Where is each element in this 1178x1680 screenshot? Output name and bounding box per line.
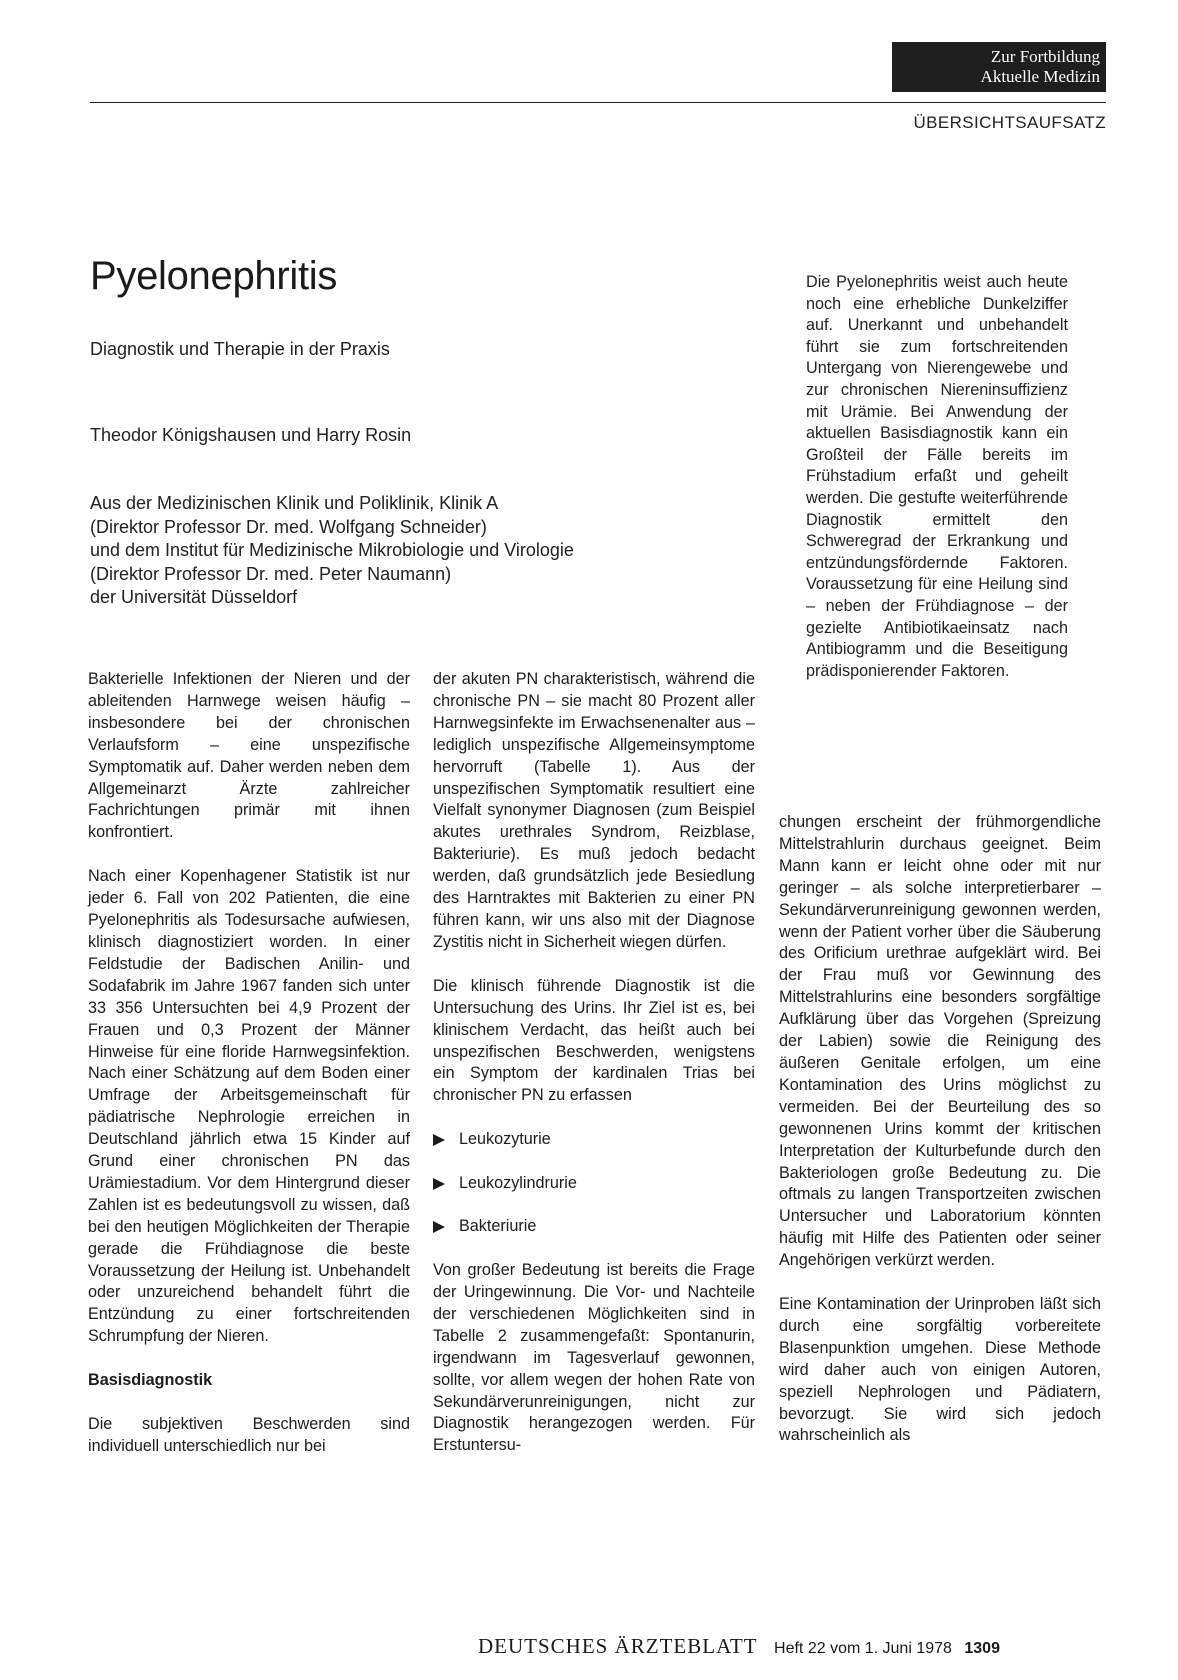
affiliation [90, 492, 730, 610]
list-item-label: Leukozylindrurie [459, 1173, 577, 1192]
abstract: Die Pyelonephritis weist auch heute noch eine erhebliche Dunkelziffer auf. Unerkannt und unbehandelt führt sie zum fortschreitenden Untergang von Nierengewebe und zur chronischen Niereninsuffizienz mit Urämie. Bei Anwendung der aktuellen Basisdiagnostik kann ein Großteil der Fälle bereits im Frühstadium erfaßt und geheilt werden. Die gestufte weiterführende Diagnostik ermittelt den Schweregrad der Erkrankung und entzündungsfördernde Faktoren. Voraussetzung für eine Heilung sind – neben der Frühdiagnose – der gezielte Antibiotikaeinsatz nach Antibiogramm und die Beseitigung prädisponierender Faktoren. [806, 273, 1068, 680]
journal-name: DEUTSCHES ÄRZTEBLATT [478, 1634, 758, 1658]
section-heading: Basisdiagnostik [88, 1371, 213, 1390]
symptom-list [433, 1129, 755, 1238]
category-line-1: Zur Fortbildung [990, 47, 1100, 66]
list-item-label: Bakteriurie [459, 1217, 537, 1236]
column-2 [433, 669, 755, 1457]
paragraph: chungen erscheint der frühmorgendliche Mittelstrahlurin durchaus geeignet. Beim Mann kann er leicht ohne oder mit nur geringer – als solche interpretierbarer – Sekundärverunreinigung gewonnen werden, wenn der Patient vorher über die Säuberung des Orificium urethrae aufgeklärt wird. Bei der Frau muß vor Gewinnung des Mittelstrahlurins eine besonders sorgfältige Aufklärung über das Vorgehen (Spreizung der Labien) sowie die Reinigung des äußeren Genitale erfolgen, um eine Kontamination des Urins möglichst zu vermeiden. Bei der Beurteilung des so gewonnenen Urins kommt der kritischen Interpretation der Kulturbefunde durch den Bakteriologen große Bedeutung zu. Die oftmals zu langen Transportzeiten zwischen Untersucher und Laboratorium könnten häufig mit Hilfe des Patienten oder seiner Angehörigen verkürzt werden. [779, 813, 1101, 1270]
page-footer [478, 1634, 1102, 1659]
list-item [433, 1173, 755, 1195]
article-title: Pyelonephritis [90, 254, 338, 298]
category-line-2: Aktuelle Medizin [980, 67, 1100, 86]
paragraph: Bakterielle Infektionen der Nieren und der ableitenden Harnwege weisen häufig – insbesondere bei der chronischen Verlaufsform – eine unspezifische Symptomatik auf. Daher werden neben dem Allgemeinarzt Ärzte zahlreicher Fachrichtungen primär mit ihnen konfrontiert. [88, 670, 410, 842]
paragraph: Nach einer Kopenhagener Statistik ist nur jeder 6. Fall von 202 Patienten, die eine Pyelonephritis als Todesursache aufwiesen, klinisch diagnostiziert worden. In einer Feldstudie der Badischen Anilin- und Sodafabrik im Jahre 1967 fanden sich unter 33 356 Untersuchten bei 4,9 Prozent der Frauen und 0,3 Prozent der Männer Hinweise für eine floride Harnwegsinfektion. Nach einer Schätzung auf dem Boden einer Umfrage der Arbeitsgemeinschaft für pädiatrische Nephrologie erreichen in Deutschland jährlich etwa 15 Kinder auf Grund einer chronischen PN das Urämiestadium. Vor dem Hintergrund dieser Zahlen ist es bedeutungsvoll zu wissen, daß bei den heutigen Möglichkeiten der Therapie gerade die Frühdiagnose die beste Voraussetzung der Heilung ist. Unbehandelt oder unzureichend behandelt führt die Entzündung zu einer fortschreitenden Schrumpfung der Nieren. [88, 867, 410, 1346]
affiliation-line: der Universität Düsseldorf [90, 587, 298, 607]
header-rule [90, 102, 1106, 103]
article-authors: Theodor Königshausen und Harry Rosin [90, 425, 412, 445]
column-3 [779, 812, 1101, 1447]
list-item [433, 1129, 755, 1151]
paragraph: Die klinisch führende Diagnostik ist die Untersuchung des Urins. Ihr Ziel ist es, bei klinischem Verdacht, das heißt auch bei unspezifischen Beschwerden, wenigstens ein Symptom der kardinalen Trias bei chronischer PN zu erfassen [433, 976, 755, 1105]
triangle-bullet-icon [433, 1178, 445, 1190]
paragraph: Von großer Bedeutung ist bereits die Frage der Uringewinnung. Die Vor- und Nachteile der verschiedenen Möglichkeiten sind in Tabelle 2 zusammengefaßt: Spontanurin, irgendwann im Tagesverlauf gewonnen, sollte, vor allem wegen der hohen Rate von Sekundärverunreinigungen, nicht zur Diagnostik herangezogen werden. Für Erstuntersu- [433, 1261, 755, 1455]
triangle-bullet-icon [433, 1134, 445, 1146]
page-number: 1309 [964, 1640, 1000, 1657]
article-type: ÜBERSICHTSAUFSATZ [913, 113, 1106, 132]
affiliation-line: Aus der Medizinischen Klinik und Poliklinik, Klinik A [90, 493, 499, 513]
triangle-bullet-icon [433, 1221, 445, 1233]
list-item [433, 1216, 755, 1238]
list-item-label: Leukozyturie [459, 1130, 551, 1149]
category-box [892, 42, 1106, 92]
paragraph: der akuten PN charakteristisch, während die chronische PN – sie macht 80 Prozent aller Harnwegsinfekte im Erwachsenenalter aus – lediglich unspezifische Allgemeinsymptome hervorruft (Tabelle 1). Aus der unspezifischen Symptomatik resultiert eine Vielfalt synonymer Diagnosen (zum Beispiel akutes urethrales Syndrom, Reizblase, Bakteriurie). Es muß jedoch bedacht werden, daß grundsätzlich jede Besiedlung des Harntraktes mit Bakterien zu einer PN führen kann, wir uns also mit der Diagnose Zystitis nicht in Sicherheit wiegen dürfen. [433, 670, 755, 951]
affiliation-line: (Direktor Professor Dr. med. Peter Naumann) [90, 563, 452, 584]
issue-info: Heft 22 vom 1. Juni 1978 [774, 1640, 952, 1657]
paragraph: Die subjektiven Beschwerden sind individuell unterschiedlich nur bei [88, 1415, 410, 1455]
article-subtitle: Diagnostik und Therapie in der Praxis [90, 339, 390, 359]
affiliation-line: und dem Institut für Medizinische Mikrobiologie und Virologie [90, 540, 574, 560]
paragraph: Eine Kontamination der Urinproben läßt sich durch eine sorgfältig vorbereitete Blasenpunktion umgehen. Diese Methode wird daher auch von einigen Autoren, speziell Nephrologen und Pädiatern, bevorzugt. Sie wird sich jedoch wahrscheinlich als [779, 1295, 1101, 1445]
affiliation-line: (Direktor Professor Dr. med. Wolfgang Schneider) [90, 516, 487, 537]
column-1 [88, 669, 410, 1458]
